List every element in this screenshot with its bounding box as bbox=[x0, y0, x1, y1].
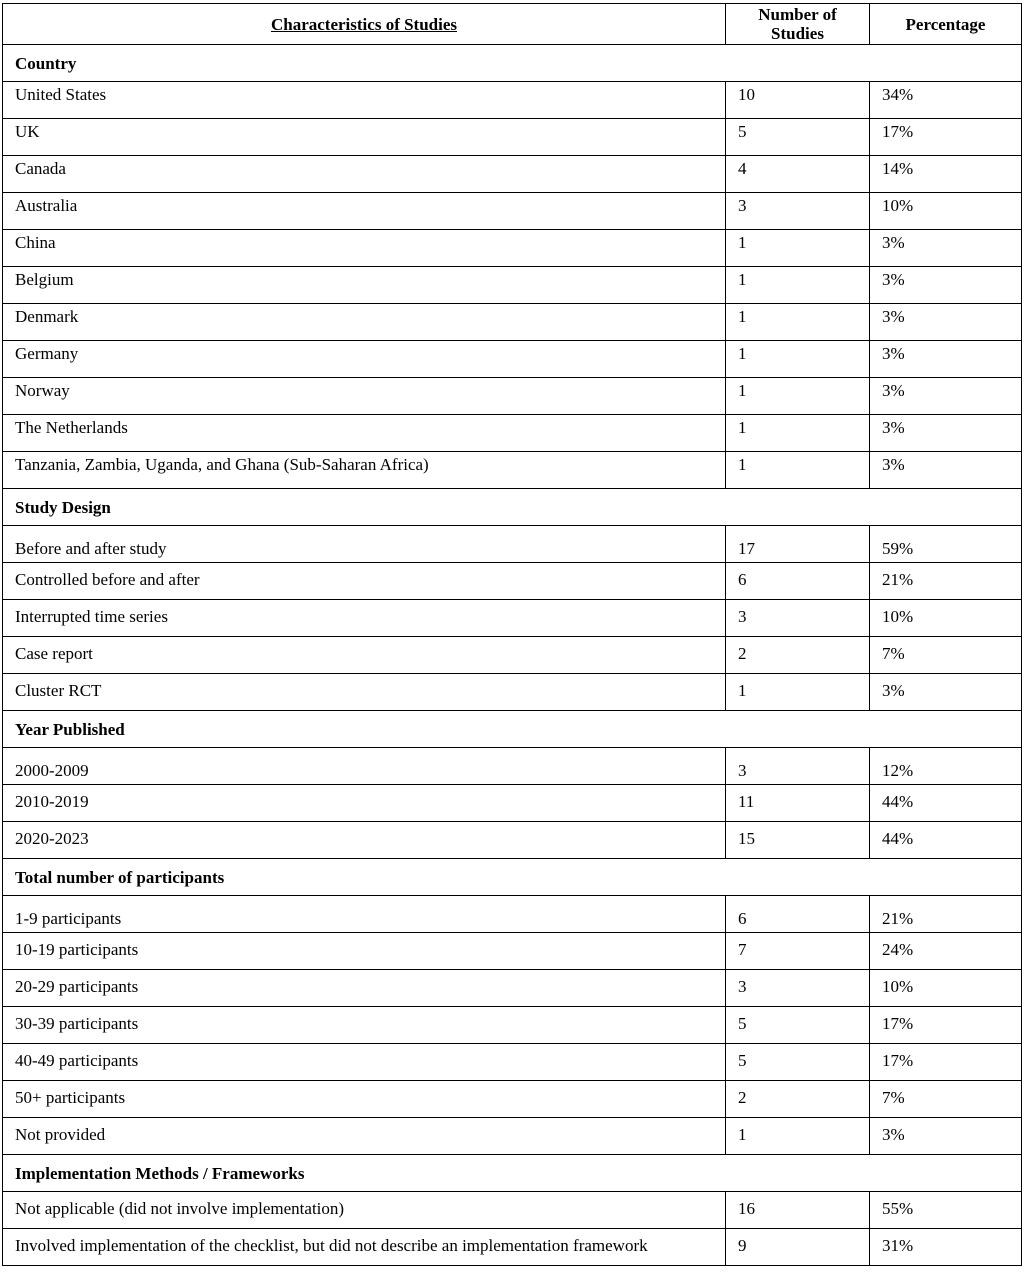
row-percentage: 21% bbox=[870, 896, 1022, 933]
table-row bbox=[3, 452, 1022, 489]
row-percentage: 24% bbox=[870, 933, 1022, 970]
row-label: 50+ participants bbox=[3, 1081, 726, 1118]
table-row bbox=[3, 378, 1022, 415]
row-percentage: 10% bbox=[870, 193, 1022, 230]
row-label: 30-39 participants bbox=[3, 1007, 726, 1044]
header-characteristics: Characteristics of Studies bbox=[3, 4, 726, 45]
header-percentage: Percentage bbox=[870, 4, 1022, 45]
section-title: Country bbox=[3, 45, 1022, 82]
row-percentage: 31% bbox=[870, 1229, 1022, 1266]
row-label: Norway bbox=[3, 378, 726, 415]
section-header-row bbox=[3, 45, 1022, 82]
section-header-row bbox=[3, 489, 1022, 526]
table-row bbox=[3, 1229, 1022, 1266]
row-percentage: 7% bbox=[870, 1081, 1022, 1118]
row-number: 2 bbox=[726, 637, 870, 674]
row-percentage: 3% bbox=[870, 341, 1022, 378]
row-number: 9 bbox=[726, 1229, 870, 1266]
table-row bbox=[3, 193, 1022, 230]
section-header-row bbox=[3, 859, 1022, 896]
row-percentage: 21% bbox=[870, 563, 1022, 600]
row-number: 1 bbox=[726, 1118, 870, 1155]
row-number: 5 bbox=[726, 1044, 870, 1081]
row-number: 1 bbox=[726, 267, 870, 304]
row-percentage: 55% bbox=[870, 1192, 1022, 1229]
row-percentage: 3% bbox=[870, 304, 1022, 341]
row-percentage: 3% bbox=[870, 230, 1022, 267]
table-body bbox=[3, 45, 1022, 1266]
row-percentage: 17% bbox=[870, 1044, 1022, 1081]
row-label: Cluster RCT bbox=[3, 674, 726, 711]
section-header-row bbox=[3, 711, 1022, 748]
row-number: 3 bbox=[726, 748, 870, 785]
table-row bbox=[3, 674, 1022, 711]
row-label: 2010-2019 bbox=[3, 785, 726, 822]
row-label: Australia bbox=[3, 193, 726, 230]
row-number: 1 bbox=[726, 452, 870, 489]
row-number: 11 bbox=[726, 785, 870, 822]
table-row bbox=[3, 267, 1022, 304]
row-number: 2 bbox=[726, 1081, 870, 1118]
row-percentage: 12% bbox=[870, 748, 1022, 785]
table-row bbox=[3, 82, 1022, 119]
header-number-of-studies: Number of Studies bbox=[726, 4, 870, 45]
table-row bbox=[3, 119, 1022, 156]
section-title: Year Published bbox=[3, 711, 1022, 748]
row-number: 10 bbox=[726, 82, 870, 119]
table-row bbox=[3, 600, 1022, 637]
row-percentage: 3% bbox=[870, 452, 1022, 489]
row-number: 1 bbox=[726, 304, 870, 341]
row-number: 5 bbox=[726, 1007, 870, 1044]
row-percentage: 34% bbox=[870, 82, 1022, 119]
row-percentage: 10% bbox=[870, 600, 1022, 637]
row-percentage: 59% bbox=[870, 526, 1022, 563]
row-label: Denmark bbox=[3, 304, 726, 341]
row-number: 1 bbox=[726, 230, 870, 267]
table-row bbox=[3, 1081, 1022, 1118]
row-label: Interrupted time series bbox=[3, 600, 726, 637]
row-number: 3 bbox=[726, 193, 870, 230]
table-row bbox=[3, 230, 1022, 267]
table-header-row bbox=[3, 4, 1022, 45]
row-number: 3 bbox=[726, 970, 870, 1007]
row-number: 5 bbox=[726, 119, 870, 156]
table-row bbox=[3, 563, 1022, 600]
table-row bbox=[3, 748, 1022, 785]
row-label: UK bbox=[3, 119, 726, 156]
row-number: 16 bbox=[726, 1192, 870, 1229]
row-percentage: 44% bbox=[870, 785, 1022, 822]
table-row bbox=[3, 1007, 1022, 1044]
study-characteristics-table bbox=[2, 3, 1022, 1266]
row-label: China bbox=[3, 230, 726, 267]
section-title: Study Design bbox=[3, 489, 1022, 526]
table-row bbox=[3, 1192, 1022, 1229]
row-number: 17 bbox=[726, 526, 870, 563]
row-number: 1 bbox=[726, 378, 870, 415]
row-number: 1 bbox=[726, 674, 870, 711]
table-row bbox=[3, 341, 1022, 378]
row-label: Involved implementation of the checklist, but did not describe an implementation framework bbox=[3, 1229, 726, 1266]
table-row bbox=[3, 637, 1022, 674]
row-percentage: 17% bbox=[870, 1007, 1022, 1044]
row-label: Canada bbox=[3, 156, 726, 193]
row-label: Controlled before and after bbox=[3, 563, 726, 600]
row-label: Germany bbox=[3, 341, 726, 378]
row-number: 4 bbox=[726, 156, 870, 193]
row-number: 15 bbox=[726, 822, 870, 859]
row-percentage: 3% bbox=[870, 1118, 1022, 1155]
table-row bbox=[3, 933, 1022, 970]
row-number: 6 bbox=[726, 896, 870, 933]
row-label: 10-19 participants bbox=[3, 933, 726, 970]
row-number: 1 bbox=[726, 415, 870, 452]
row-label: Belgium bbox=[3, 267, 726, 304]
row-label: Not provided bbox=[3, 1118, 726, 1155]
row-number: 3 bbox=[726, 600, 870, 637]
row-percentage: 10% bbox=[870, 970, 1022, 1007]
row-label: Not applicable (did not involve implementation) bbox=[3, 1192, 726, 1229]
table-row bbox=[3, 785, 1022, 822]
row-label: 20-29 participants bbox=[3, 970, 726, 1007]
table-row bbox=[3, 304, 1022, 341]
table-row bbox=[3, 526, 1022, 563]
section-title: Total number of participants bbox=[3, 859, 1022, 896]
row-label: Case report bbox=[3, 637, 726, 674]
row-percentage: 7% bbox=[870, 637, 1022, 674]
row-label: 2000-2009 bbox=[3, 748, 726, 785]
table-row bbox=[3, 822, 1022, 859]
row-label: United States bbox=[3, 82, 726, 119]
table-row bbox=[3, 970, 1022, 1007]
row-label: Tanzania, Zambia, Uganda, and Ghana (Sub-Saharan Africa) bbox=[3, 452, 726, 489]
table-row bbox=[3, 415, 1022, 452]
row-label: 40-49 participants bbox=[3, 1044, 726, 1081]
row-percentage: 3% bbox=[870, 267, 1022, 304]
row-percentage: 44% bbox=[870, 822, 1022, 859]
row-label: The Netherlands bbox=[3, 415, 726, 452]
section-title: Implementation Methods / Frameworks bbox=[3, 1155, 1022, 1192]
table-row bbox=[3, 1118, 1022, 1155]
row-number: 7 bbox=[726, 933, 870, 970]
row-percentage: 3% bbox=[870, 674, 1022, 711]
row-label: 2020-2023 bbox=[3, 822, 726, 859]
row-label: 1-9 participants bbox=[3, 896, 726, 933]
table-row bbox=[3, 156, 1022, 193]
section-header-row bbox=[3, 1155, 1022, 1192]
row-label: Before and after study bbox=[3, 526, 726, 563]
row-percentage: 3% bbox=[870, 378, 1022, 415]
table-row bbox=[3, 1044, 1022, 1081]
row-percentage: 17% bbox=[870, 119, 1022, 156]
table-row bbox=[3, 896, 1022, 933]
row-percentage: 14% bbox=[870, 156, 1022, 193]
row-percentage: 3% bbox=[870, 415, 1022, 452]
row-number: 1 bbox=[726, 341, 870, 378]
row-number: 6 bbox=[726, 563, 870, 600]
